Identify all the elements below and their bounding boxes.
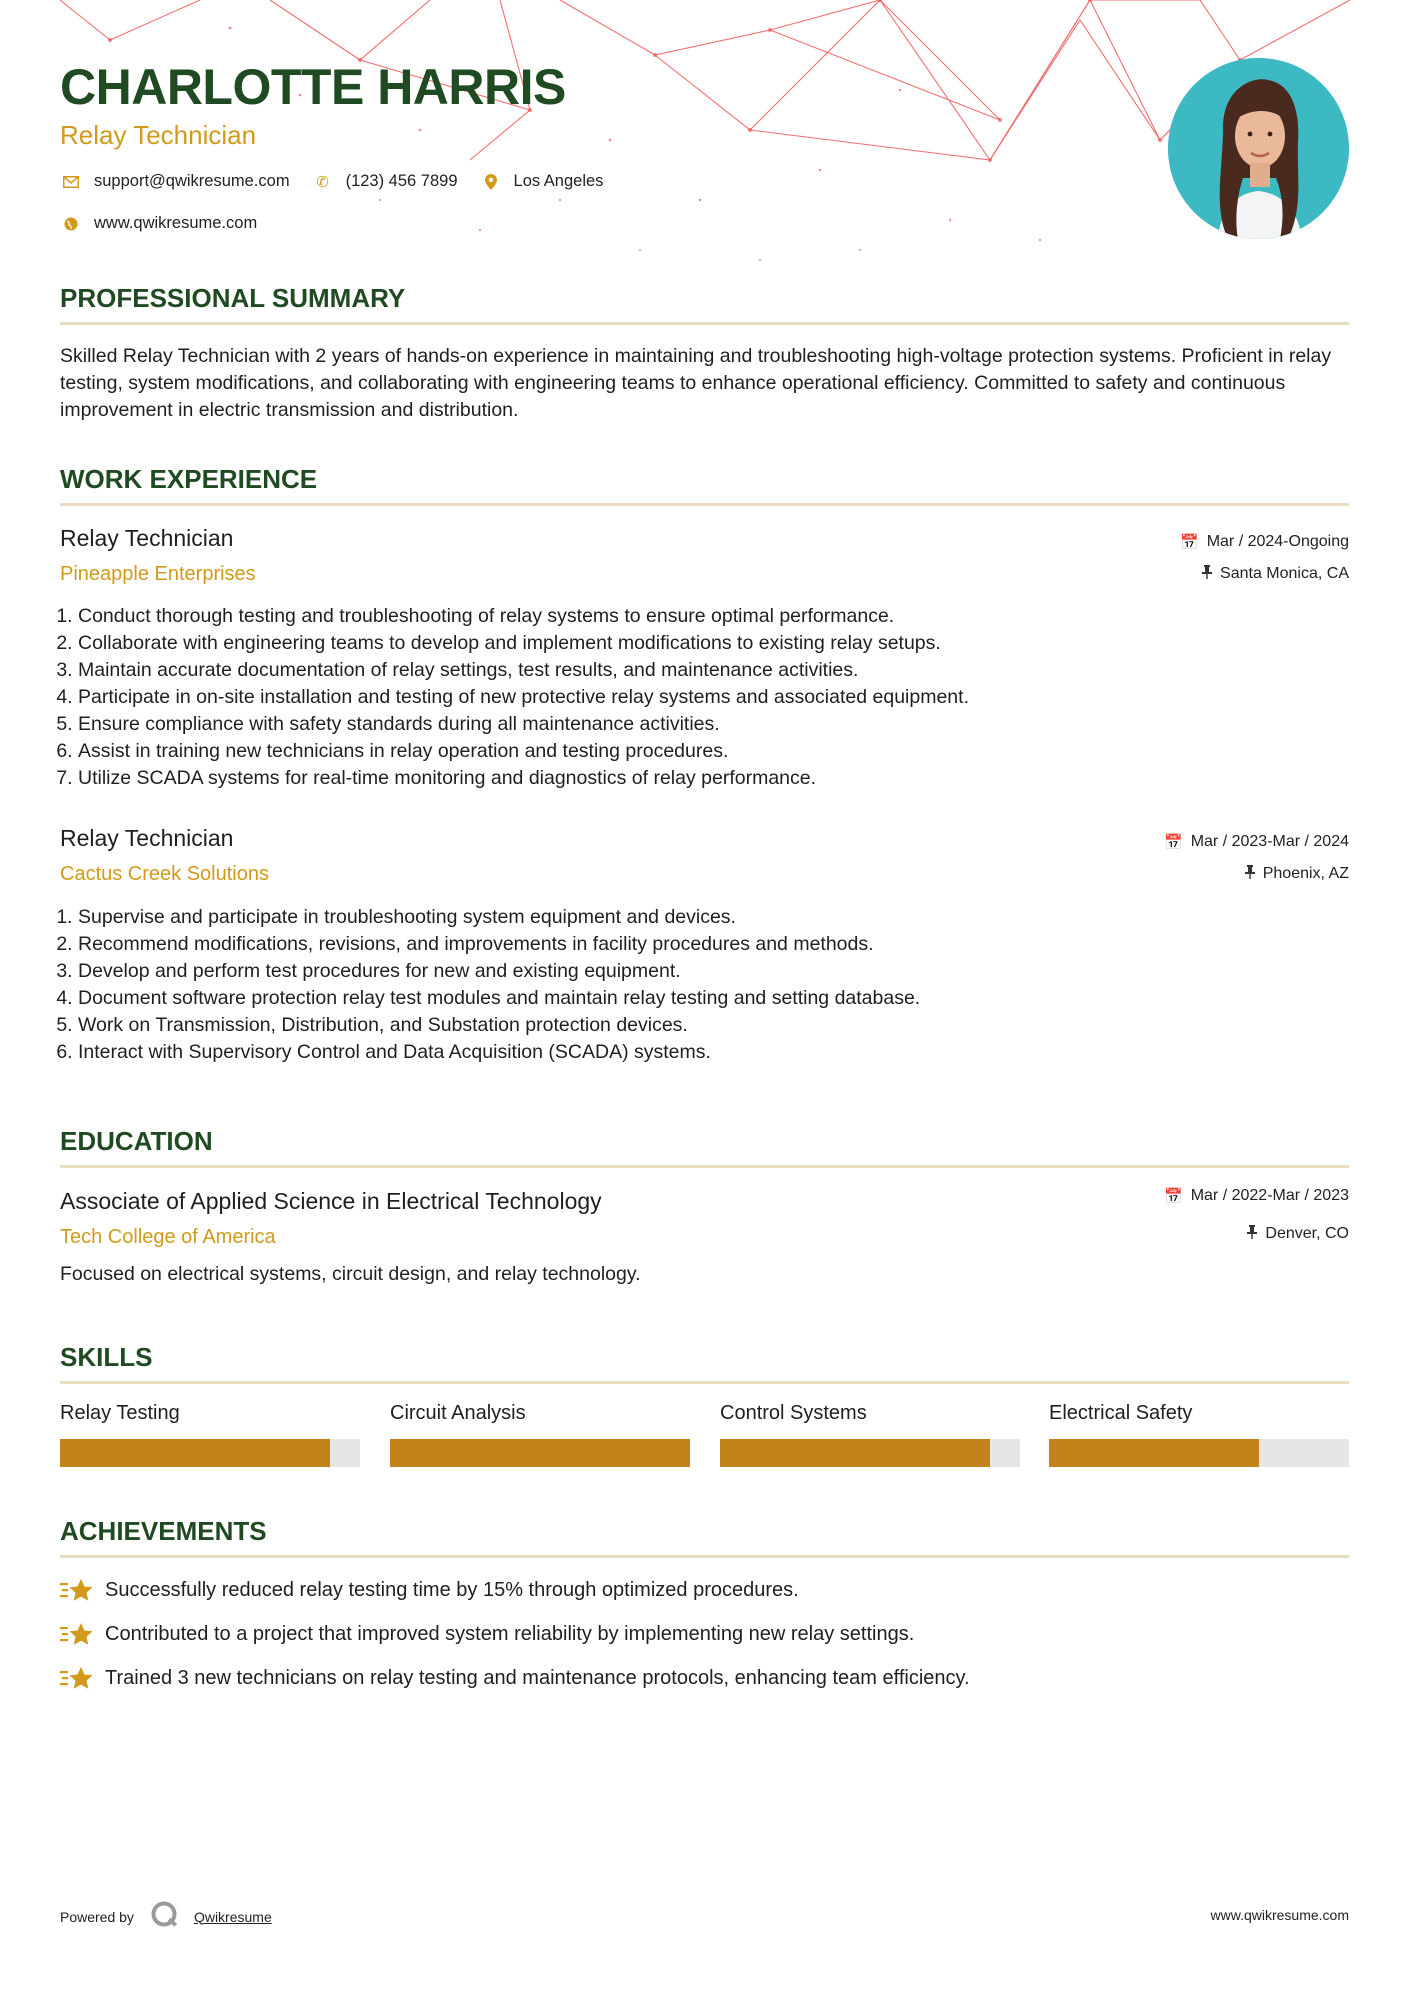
job-location-text: Santa Monica, CA (1220, 565, 1349, 582)
section-title-skills: SKILLS (60, 1342, 153, 1372)
section-divider (60, 322, 1349, 325)
location-pin-icon (480, 174, 502, 190)
website-link[interactable]: www.qwikresume.com (94, 214, 258, 232)
section-title-achievements: ACHIEVEMENTS (60, 1516, 267, 1546)
skill-level-fill (390, 1439, 690, 1467)
powered-by-label: Powered by (60, 1908, 134, 1925)
education-location-text: Denver, CO (1265, 1225, 1349, 1242)
job-dates-text: Mar / 2024-Ongoing (1206, 533, 1349, 550)
section-title-summary: PROFESSIONAL SUMMARY (60, 283, 406, 313)
list-item: 3. Develop and perform test procedures for new and existing equipment. (78, 958, 1368, 985)
job-location-text: Phoenix, AZ (1262, 865, 1349, 882)
skill-name: Electrical Safety (1049, 1402, 1193, 1424)
candidate-name: CHARLOTTE HARRIS (60, 59, 566, 115)
calendar-icon: 📅 (1164, 1188, 1183, 1205)
job-location (1202, 565, 1349, 583)
skill-name: Relay Testing (60, 1402, 180, 1424)
achievement-text: Successfully reduced relay testing time by 15% through optimized procedures. (105, 1578, 799, 1601)
star-icon (60, 1665, 94, 1691)
section-divider (60, 1165, 1349, 1168)
job-title: Relay Technician (60, 825, 234, 851)
calendar-icon: 📅 (1180, 534, 1199, 551)
job-dates-text: Mar / 2023-Mar / 2024 (1190, 833, 1349, 850)
pushpin-icon (1247, 1225, 1257, 1243)
skill-level-fill (1049, 1439, 1259, 1467)
email-icon (60, 176, 82, 188)
school-name: Tech College of America (60, 1226, 276, 1248)
skill-level-bar (1049, 1439, 1349, 1467)
education-location (1247, 1225, 1349, 1243)
list-item: 6. Assist in training new technicians in relay operation and testing procedures. (78, 738, 1368, 765)
list-item: 4. Document software protection relay test modules and maintain relay testing and setting database. (78, 985, 1368, 1012)
list-item: 7. Utilize SCADA systems for real-time monitoring and diagnostics of relay performance. (78, 765, 1368, 792)
section-divider (60, 1381, 1349, 1384)
education-description: Focused on electrical systems, circuit design, and relay technology. (60, 1263, 641, 1285)
section-divider (60, 1555, 1349, 1558)
skill-level-fill (720, 1439, 990, 1467)
achievement-text: Trained 3 new technicians on relay testing and maintenance protocols, enhancing team efficiency. (105, 1666, 970, 1689)
section-title-experience: WORK EXPERIENCE (60, 464, 318, 494)
list-item: 3. Maintain accurate documentation of relay settings, test results, and maintenance activities. (78, 657, 1368, 684)
achievement-item (60, 1665, 970, 1691)
list-item: 1. Supervise and participate in troubleshooting system equipment and devices. (78, 904, 1368, 931)
degree-title: Associate of Applied Science in Electrical Technology (60, 1188, 602, 1214)
job-duties-list (52, 603, 1368, 792)
job-location (1245, 865, 1349, 883)
achievement-item (60, 1621, 914, 1647)
job-title: Relay Technician (60, 525, 234, 551)
list-item: 2. Collaborate with engineering teams to develop and implement modifications to existing relay setups. (78, 630, 1368, 657)
list-item: 6. Interact with Supervisory Control and Data Acquisition (SCADA) systems. (78, 1039, 1368, 1066)
footer-brand-link[interactable]: Qwikresume (193, 1908, 272, 1925)
skill-level-bar (60, 1439, 360, 1467)
achievement-text: Contributed to a project that improved system reliability by implementing new relay settings. (105, 1622, 915, 1645)
skill-level-bar (390, 1439, 690, 1467)
list-item: 5. Ensure compliance with safety standards during all maintenance activities. (78, 711, 1368, 738)
contact-row-primary (60, 172, 625, 191)
globe-icon (60, 217, 82, 231)
company-name: Cactus Creek Solutions (60, 863, 269, 885)
section-title-education: EDUCATION (60, 1126, 213, 1156)
phone-text[interactable]: (123) 456 7899 (345, 172, 458, 190)
star-icon (60, 1577, 94, 1603)
summary-text: Skilled Relay Technician with 2 years of hands-on experience in maintaining and troubleshooting high-voltage protection systems. Proficient in relay testing, system modifications, and collaborating with engineering teams to enhance operational efficiency. Committed to safety and continuous improvement in electric transmission and distribution. (60, 345, 1332, 421)
job-duties-list (52, 904, 1368, 1066)
company-name: Pineapple Enterprises (60, 563, 256, 585)
footer-powered-by (60, 1900, 272, 1933)
location-text: Los Angeles (513, 172, 604, 190)
skill-name: Circuit Analysis (390, 1402, 526, 1424)
section-divider (60, 503, 1349, 506)
skill-name: Control Systems (720, 1402, 867, 1424)
list-item: 5. Work on Transmission, Distribution, and Substation protection devices. (78, 1012, 1368, 1039)
list-item: 2. Recommend modifications, revisions, and improvements in facility procedures and methods. (78, 931, 1368, 958)
calendar-icon: 📅 (1164, 834, 1183, 851)
skill-level-bar (720, 1439, 1020, 1467)
pushpin-icon (1245, 865, 1255, 883)
footer-website-link[interactable]: www.qwikresume.com (1210, 1907, 1349, 1923)
qwikresume-logo-icon (150, 1900, 180, 1933)
achievement-item (60, 1577, 799, 1603)
profile-photo (1168, 58, 1349, 239)
list-item: 1. Conduct thorough testing and troubleshooting of relay systems to ensure optimal performance. (78, 603, 1368, 630)
education-dates (1164, 1187, 1349, 1205)
education-dates-text: Mar / 2022-Mar / 2023 (1190, 1187, 1349, 1204)
skill-level-fill (60, 1439, 330, 1467)
list-item: 4. Participate in on-site installation and testing of new protective relay systems and associated equipment. (78, 684, 1368, 711)
candidate-role: Relay Technician (60, 120, 257, 150)
job-dates (1180, 533, 1349, 551)
job-dates (1164, 833, 1349, 851)
email-link[interactable]: support@qwikresume.com (94, 172, 290, 190)
pushpin-icon (1202, 565, 1212, 583)
contact-row-secondary (60, 214, 279, 233)
phone-icon: ✆ (316, 173, 329, 191)
star-icon (60, 1621, 94, 1647)
